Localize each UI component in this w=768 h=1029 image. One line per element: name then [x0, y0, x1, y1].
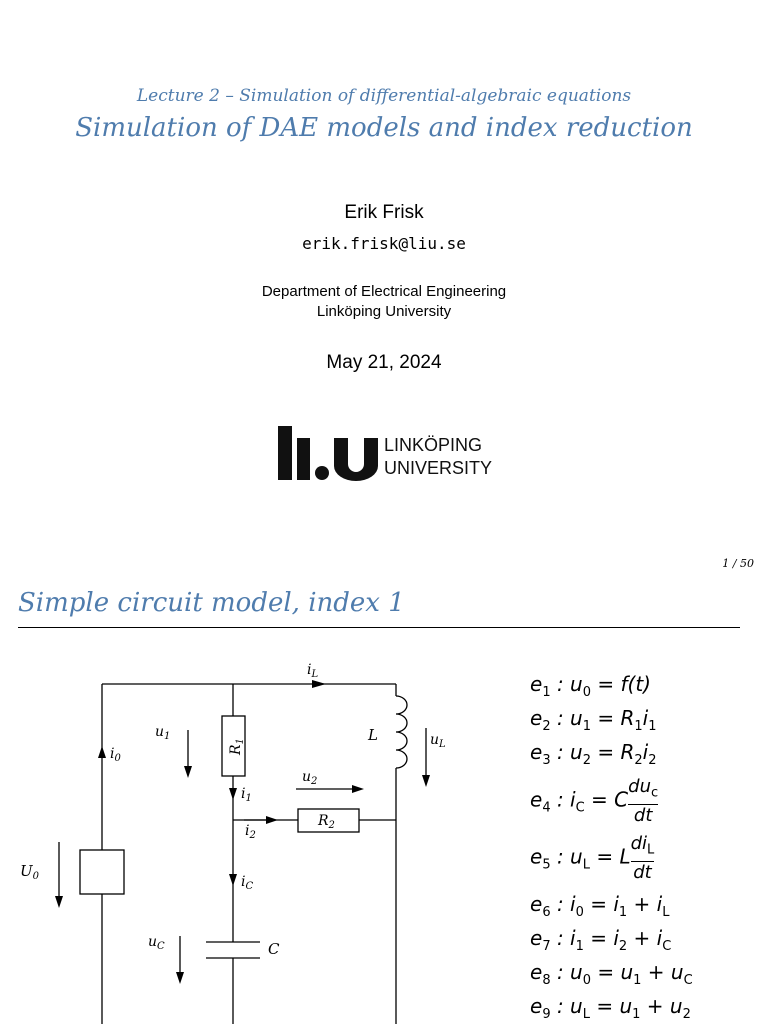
- label-R1: $R_1$: [228, 738, 246, 755]
- equation-e9: $e_9$ : $u_L = u_1 + u_2$: [530, 994, 691, 1022]
- label-C: C: [268, 940, 280, 958]
- equation-e1: $e_1$ : $u_0 = f(t)$: [530, 672, 651, 700]
- page-number: 1 / 50: [722, 557, 754, 570]
- label-i2: $i_2$: [245, 823, 256, 841]
- label-uL: $u_L$: [430, 732, 446, 750]
- title-rule: [18, 627, 740, 628]
- label-u1: $u_1$: [155, 724, 171, 742]
- label-L: L: [368, 726, 378, 744]
- voltage-source: [80, 850, 124, 894]
- liu-logo: [278, 424, 492, 487]
- equation-e7: $e_7$ : $i_1 = i_2 + i_C$: [530, 926, 672, 954]
- label-iL: $i_L$: [307, 662, 319, 680]
- label-uC: $u_C$: [148, 934, 165, 952]
- label-u2: $u_2$: [302, 769, 318, 787]
- logo-line2: UNIVERSITY: [384, 458, 492, 478]
- equation-e3: $e_3$ : $u_2 = R_2i_2$: [530, 740, 657, 768]
- department: Department of Electrical Engineering: [261, 283, 507, 300]
- label-R2: $R_2$: [318, 813, 335, 831]
- label-U0: $U_0$: [20, 862, 40, 882]
- equation-e2: $e_2$ : $u_1 = R_1i_1$: [530, 706, 657, 734]
- label-i1: $i_1$: [241, 786, 252, 804]
- liu-logo-mark: [278, 424, 492, 482]
- lecture-subtitle: Lecture 2 – Simulation of differential-algebraic equations: [136, 86, 632, 106]
- presentation-date: May 21, 2024: [326, 352, 442, 373]
- label-i0: $i_0$: [110, 746, 121, 764]
- inductor-coil: [396, 696, 407, 768]
- circuit-diagram: [0, 650, 500, 1029]
- label-iC: $i_C$: [241, 874, 254, 892]
- equation-e8: $e_8$ : $u_0 = u_1 + u_C$: [530, 960, 693, 988]
- lecture-title: Simulation of DAE models and index reduction: [75, 113, 693, 143]
- equation-e6: $e_6$ : $i_0 = i_1 + i_L$: [530, 892, 670, 920]
- author-name: Erik Frisk: [344, 202, 424, 223]
- university: Linköping University: [316, 303, 452, 320]
- logo-line1: LINKÖPING: [384, 435, 483, 455]
- equation-e4: $e_4$ : $i_C = C$ $\frac{du_c}{dt}$: [530, 776, 659, 826]
- slide-title: Simple circuit model, index 1: [18, 588, 405, 618]
- circuit-svg: [0, 650, 500, 1024]
- equation-e5: $e_5$ : $u_L = L$ $\frac{di_L}{dt}$: [530, 833, 655, 883]
- author-email: erik.frisk@liu.se: [302, 234, 466, 253]
